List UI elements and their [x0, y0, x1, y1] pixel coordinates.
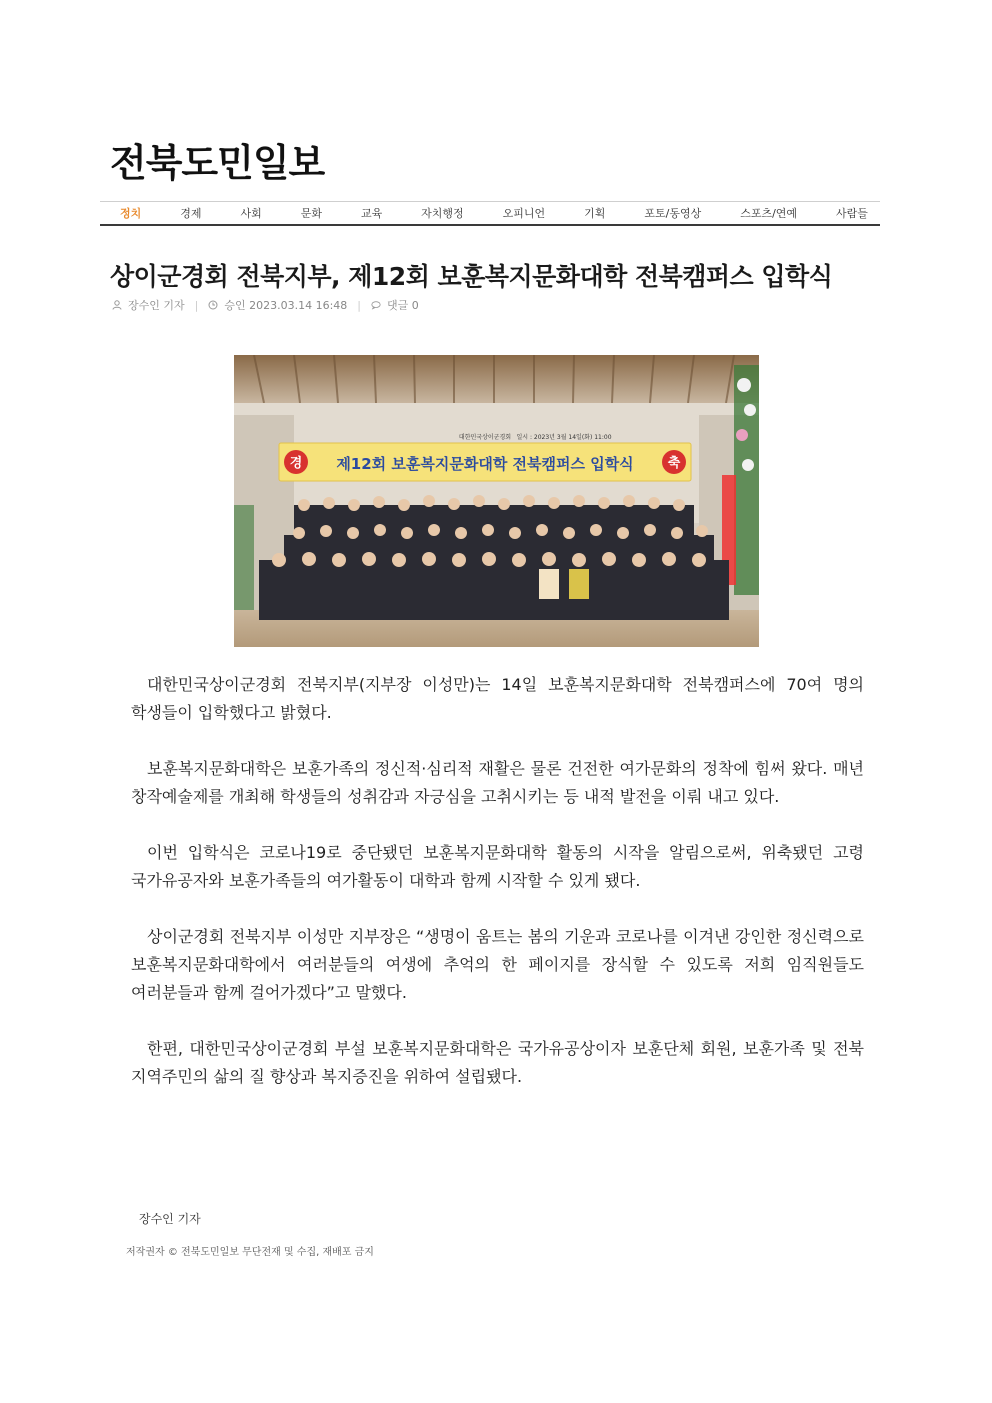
article-author: 장수인 기자	[128, 299, 185, 312]
nav-item-politics[interactable]: 정치	[120, 207, 142, 220]
banner-right-badge: 축	[667, 456, 681, 471]
ceremony-group-photo	[234, 355, 759, 647]
article-headline: 상이군경회 전북지부, 제12회 보훈복지문화대학 전북캠퍼스 입학식	[110, 261, 833, 291]
banner-main-text: 제12회 보훈복지문화대학 전북캠퍼스 입학식	[336, 455, 634, 473]
article-body	[131, 671, 864, 1119]
article-paragraph: 상이군경회 전북지부 이성만 지부장은 “생명이 움트는 봄의 기운과 코로나를 이겨낸 강인한 정신력으로 보훈복지문화대학에서 여러분들의 여생에 추억의 한 페이지를 장식할 수 있도록 저희 임직원들도 여러분들과 함께 걸어가겠다”고 말했다.	[131, 927, 864, 1002]
nav-item-people[interactable]: 사람들	[836, 207, 868, 220]
article-paragraph: 보훈복지문화대학은 보훈가족의 정신적·심리적 재활은 물론 건전한 여가문화의 정착에 힘써 왔다. 매년 창작예술제를 개최해 학생들의 성취감과 자긍심을 고취시키는 등 내적 발전을 이뤄 내고 있다.	[131, 759, 864, 806]
nav-item-education[interactable]: 교육	[360, 207, 383, 220]
article-paragraph: 대한민국상이군경회 전북지부(지부장 이성만)는 14일 보훈복지문화대학 전북캠퍼스에 70여 명의 학생들이 입학했다고 밝혔다.	[131, 675, 864, 722]
meta-divider: |	[194, 298, 199, 312]
nav-item-sports-entertainment[interactable]: 스포츠/연예	[740, 207, 798, 220]
article-paragraph: 이번 입학식은 코로나19로 중단됐던 보훈복지문화대학 활동의 시작을 알림으로써, 위축됐던 고령 국가유공자와 보훈가족들의 여가활동이 대학과 함께 시작할 수 있게 됐다.	[131, 843, 864, 890]
nav-item-opinion[interactable]: 오피니언	[502, 207, 546, 220]
nav-item-local-government[interactable]: 자치행정	[421, 207, 464, 220]
article-comment-count[interactable]: 댓글 0	[387, 299, 419, 312]
meta-divider: |	[357, 298, 362, 312]
article-approved-time: 승인 2023.03.14 16:48	[224, 299, 348, 312]
nav-item-culture[interactable]: 문화	[300, 207, 322, 220]
article-meta	[112, 297, 419, 313]
user-icon	[112, 300, 122, 310]
nav-item-economy[interactable]: 경제	[180, 207, 202, 220]
nav-item-society[interactable]: 사회	[240, 207, 262, 220]
article-photo	[234, 355, 759, 647]
comment-icon	[371, 300, 381, 310]
site-logo[interactable]: 전북도민일보	[110, 140, 325, 185]
main-nav	[100, 201, 880, 226]
nav-item-feature[interactable]: 기획	[584, 207, 606, 220]
article-paragraph: 한편, 대한민국상이군경회 부설 보훈복지문화대학은 국가유공상이자 보훈단체 회원, 보훈가족 및 전북 지역주민의 삶의 질 향상과 복지증진을 위하여 설립됐다.	[131, 1039, 864, 1086]
banner-left-badge: 경	[289, 456, 303, 471]
copyright-notice: 저작권자 © 전북도민일보 무단전재 및 수집, 재배포 금지	[126, 1247, 374, 1258]
article-byline: 장수인 기자	[139, 1212, 201, 1226]
banner-top-date: 일시 : 2023년 3월 14일(화) 11:00	[516, 434, 612, 441]
nav-item-photo-video[interactable]: 포토/동영상	[644, 207, 702, 220]
clock-icon	[208, 300, 218, 310]
banner-top-org: 대한민국상이군경회	[458, 434, 512, 441]
